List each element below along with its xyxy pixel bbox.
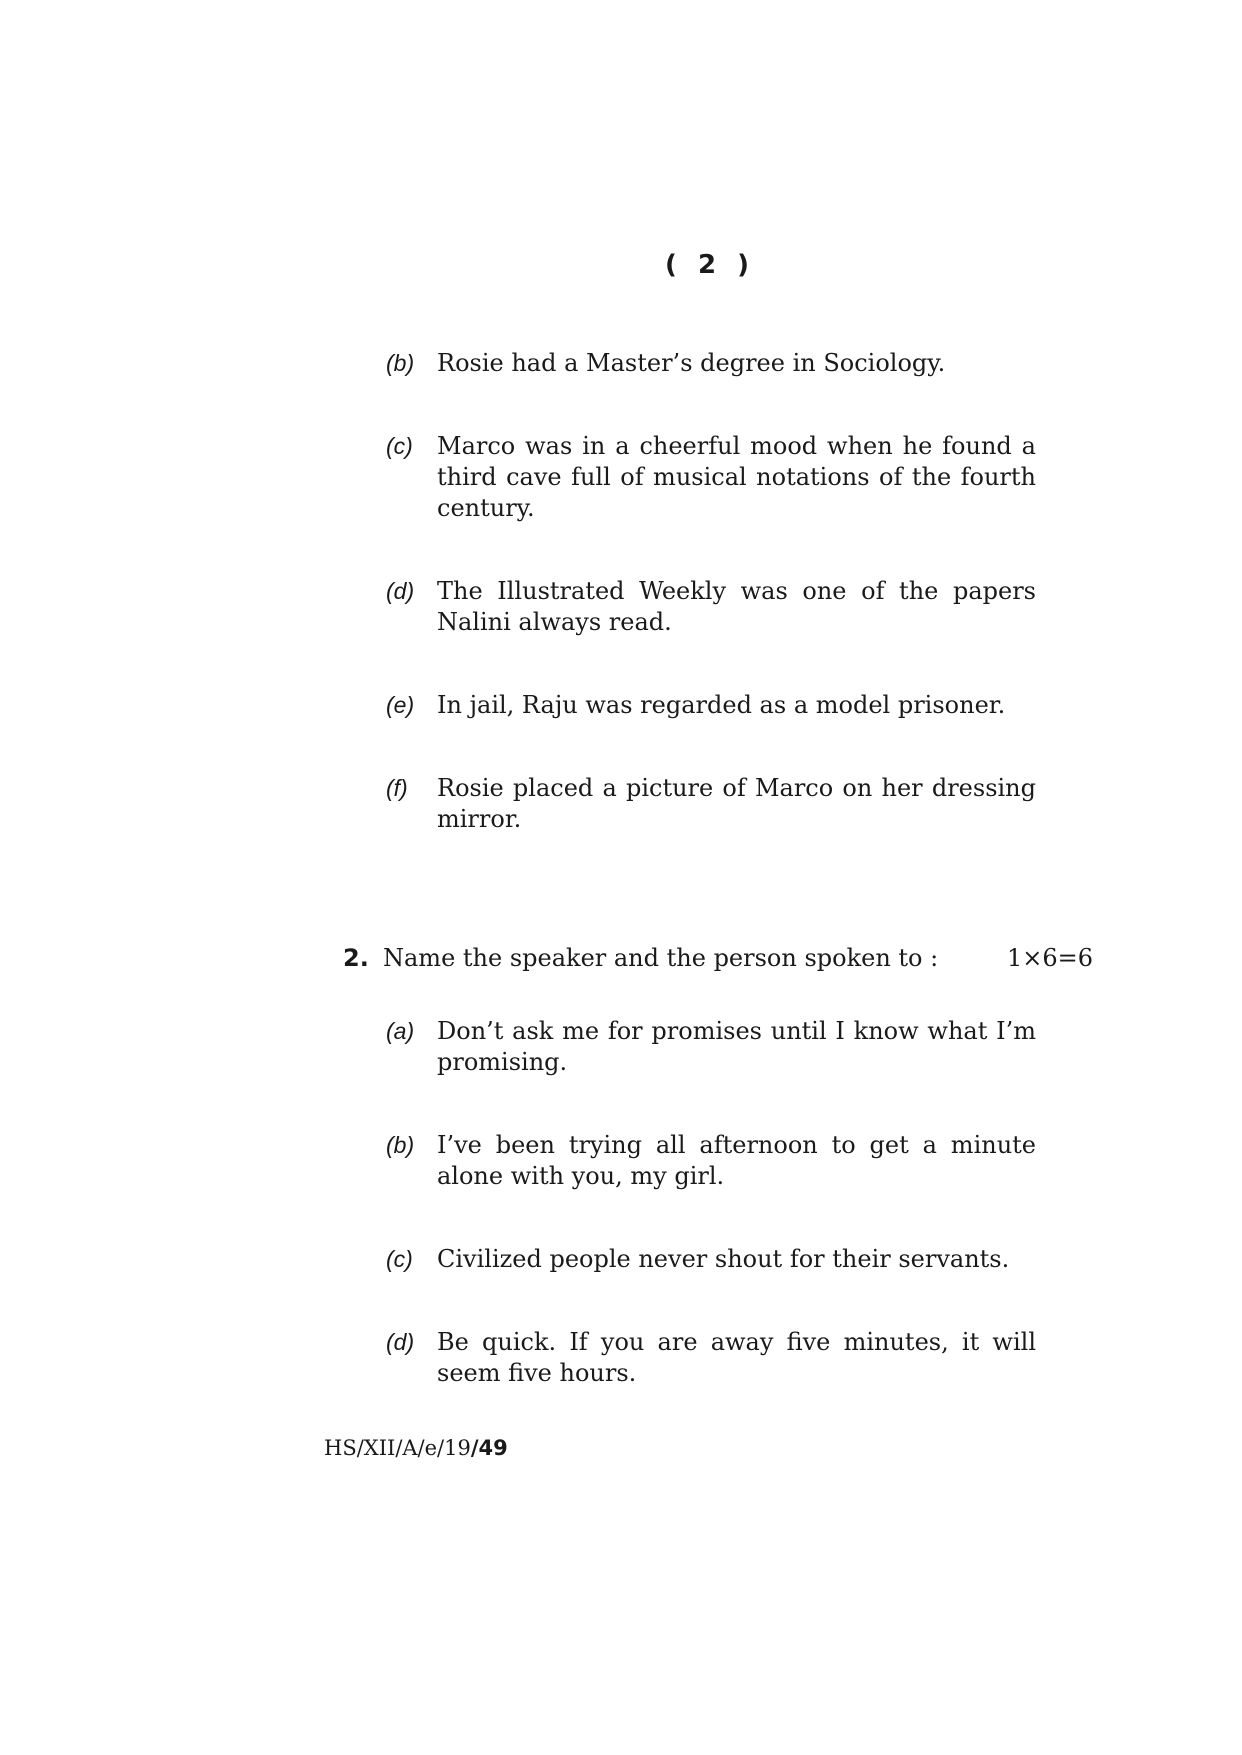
paper-code	[324, 1436, 508, 1460]
paper-code-number: /49	[470, 1436, 508, 1460]
question-prompt: Name the speaker and the person spoken to :	[383, 944, 939, 972]
item-text: I’ve been trying all afternoon to get a minute alone with you, my girl.	[437, 1131, 1036, 1190]
item-label: (b)	[386, 1132, 415, 1158]
question-number: 2.	[343, 944, 369, 972]
item-label: (b)	[386, 350, 415, 376]
list-item	[386, 690, 1036, 721]
item-text: Don’t ask me for promises until I know what I’m promising.	[437, 1017, 1036, 1076]
list-item	[386, 1327, 1036, 1389]
item-label: (f)	[386, 775, 408, 801]
item-label: (e)	[386, 692, 415, 718]
item-label: (d)	[386, 578, 415, 604]
list-item	[386, 1130, 1036, 1192]
item-label: (d)	[386, 1329, 415, 1355]
item-label: (c)	[386, 433, 413, 459]
list-item	[386, 1244, 1036, 1275]
item-label: (a)	[386, 1018, 415, 1044]
item-text: Civilized people never shout for their servants.	[437, 1245, 1010, 1273]
item-text: Marco was in a cheerful mood when he found a third cave full of musical notations of the fourth century.	[437, 432, 1036, 522]
list-item	[386, 1016, 1036, 1078]
list-item	[386, 348, 1036, 379]
question-2	[343, 943, 1093, 974]
list-item	[386, 773, 1036, 835]
list-item	[386, 431, 1036, 524]
item-text: The Illustrated Weekly was one of the papers Nalini always read.	[437, 577, 1036, 636]
item-text: In jail, Raju was regarded as a model prisoner.	[437, 691, 1006, 719]
item-label: (c)	[386, 1246, 413, 1272]
item-text: Rosie had a Master’s degree in Sociology.	[437, 349, 946, 377]
item-text: Be quick. If you are away five minutes, it will seem five hours.	[437, 1328, 1036, 1387]
item-text: Rosie placed a picture of Marco on her dressing mirror.	[437, 774, 1036, 833]
question-marks: 1×6=6	[1006, 944, 1093, 972]
list-item	[386, 576, 1036, 638]
page-number: ( 2 )	[665, 250, 755, 280]
paper-code-text: HS/XII/A/e/19	[324, 1436, 471, 1460]
